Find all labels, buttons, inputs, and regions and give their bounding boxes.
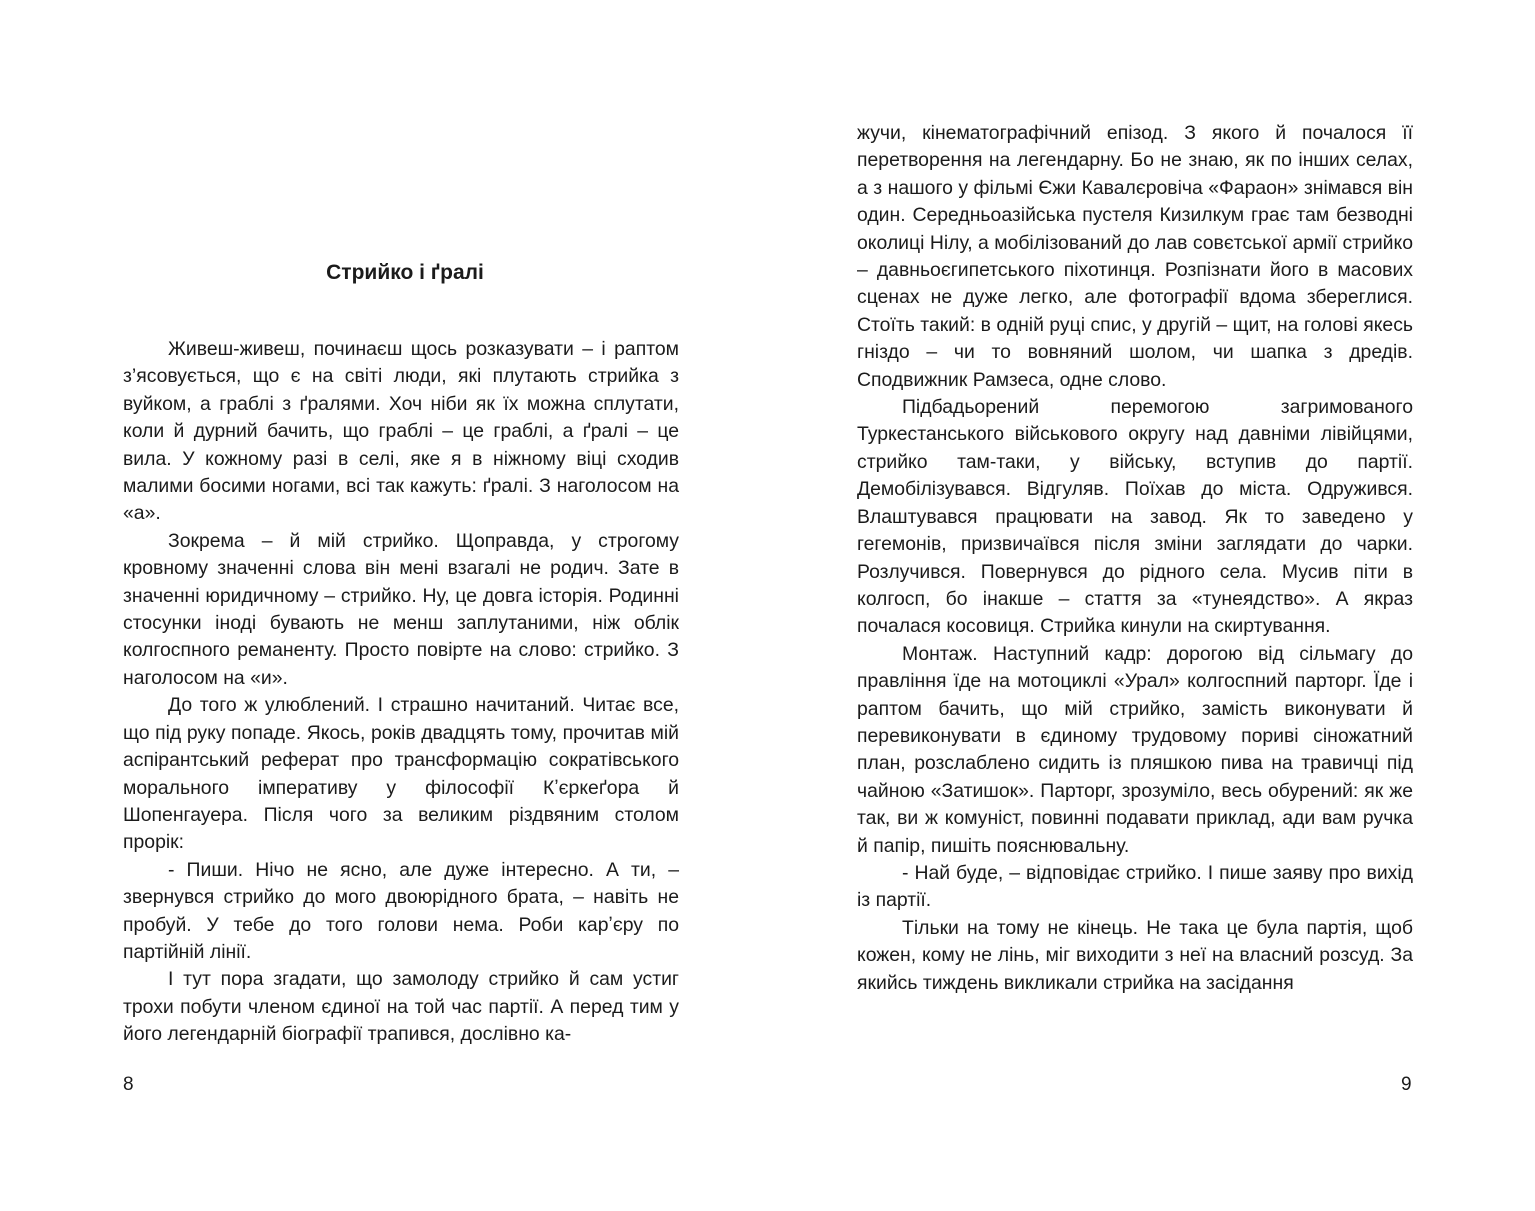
paragraph: До того ж улюблений. І страшно начитаний. Читає все, що під руку попаде. Якось, років двадцять тому, прочитав мій аспірантський реферат про трансформацію сократівського морального імперативу у філософії Кʼєркеґора й Шопенгауера. Після чого за великим різдвяним столом прорік: [123,694,679,854]
paragraph: І тут пора згадати, що замолоду стрийко й сам устиг трохи побути членом єдиної на той час партії. А перед тим у його легендарній біографії трапився, дослівно ка- [123,968,679,1046]
paragraph: Підбадьорений перемогою загримованого Туркестанського військового округу над давніми лівійцями, стрийко там-таки, у війську, вступив до партії. Демобілізувався. Відгуляв. Поїхав до міста. Одружився. Влаштувався працювати на завод. Як то заведено у гегемонів, призвичаївся після зміни заглядати до чарки. Розлучився. Повернувся до рідного села. Мусив піти в колгосп, бо інакше – стаття за «тунеядство». А якраз почалася косовиця. Стрийка кинули на скиртування. [857,396,1413,638]
chapter-title: Стрийко і ґралі [326,261,484,284]
paragraph: Монтаж. Наступний кадр: дорогою від сільмагу до правління їде на мотоциклі «Урал» колгоспний парторг. Їде і раптом бачить, що мій стрийко, замість виконувати й перевиконувати в єдиному трудовому пориві сіножатний план, розслаблено сидить із пляшкою пива на травичці під чайною «Затишок». Парторг, зрозуміло, весь обурений: як же так, ви ж комуніст, повинні подавати приклад, ади вам ручка й папір, пишіть пояснювальну. [857,642,1413,857]
page-number-right: 9 [1401,1074,1412,1095]
page-number-left: 8 [123,1074,134,1095]
left-page [0,0,767,1211]
paragraph: - Най буде, – відповідає стрийко. І пише заяву про вихід із партії. [857,861,1413,912]
left-text-column [123,258,679,1049]
paragraph: - Пиши. Нічо не ясно, але дуже інтересно. А ти, – звернувся стрийко до мого двоюрідного брата, – навіть не пробуй. У тебе до того голови нема. Роби карʼєру по партійній лінії. [123,858,679,963]
paragraph: Зокрема – й мій стрийко. Щоправда, у строгому кровному значенні слова він мені взагалі не родич. Зате в значенні юридичному – стрийко. Ну, це довга історія. Родинні стосунки іноді бувають не менш заплутаними, ніж облік колгоспного реманенту. Просто повірте на слово: стрийко. З наголосом на «и». [123,529,679,689]
right-text-column [857,120,1413,997]
paragraph: Тільки на тому не кінець. Не така це була партія, щоб кожен, кому не лінь, міг виходити з неї на власний розсуд. За якийсь тиждень викликали стрийка на засідання [857,916,1413,994]
paragraph-continuation: жучи, кінематографічний епізод. З якого й почалося її перетворення на легендарну. Бо не знаю, як по інших селах, а з нашого у фільмі Єжи Кавалєровіча «Фараон» знімався він один. Середньоазійська пустеля Кизилкум грає там безводні околиці Нілу, а мобілізований до лав совєтської армії стрийко – давньоєгипетського піхотинця. Розпізнати його в масових сценах не дуже легко, але фотографії вдома збереглися. Стоїть такий: в одній руці спис, у другій – щит, на голові якесь гніздо – чи то вовняний шолом, чи шапка з дредів. Сподвижник Рамзеса, одне слово. [857,122,1413,391]
paragraph: Живеш-живеш, починаєш щось розказувати – і раптом з’ясовується, що є на світі люди, які плутають стрийка з вуйком, а граблі з ґралями. Хоч ніби як їх можна сплутати, коли й дурний бачить, що граблі – це граблі, а ґралі – це вила. У кожному разі в селі, яке я в ніжному віці сходив малими босими ногами, всі так кажуть: ґралі. З наголосом на «а». [123,338,679,525]
right-page [767,0,1535,1211]
